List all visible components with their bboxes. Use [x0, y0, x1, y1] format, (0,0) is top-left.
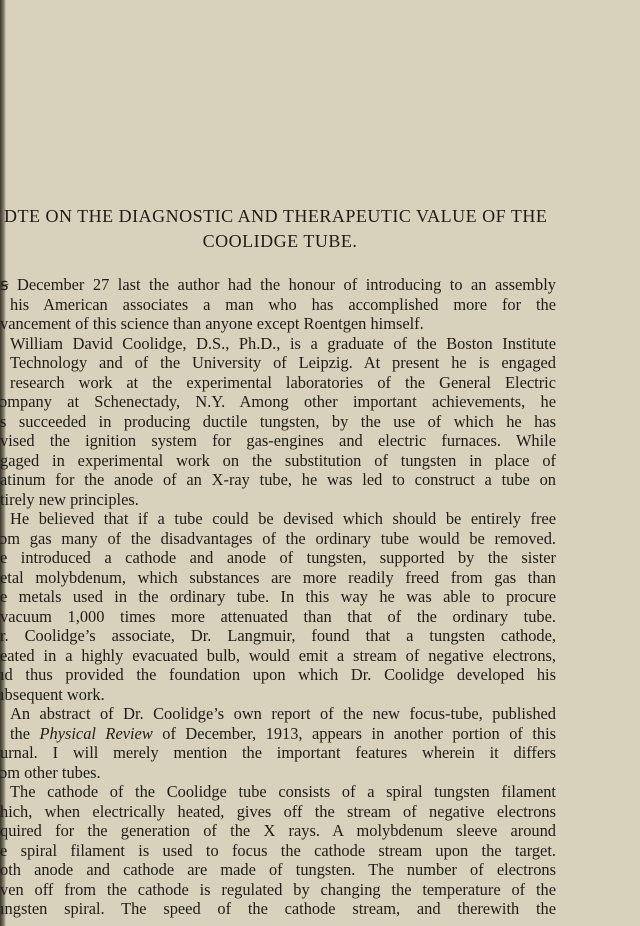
body-text [0, 275, 556, 919]
title-line-1: DTE ON THE DIAGNOSTIC AND THERAPEUTIC VALUE OF THE [4, 206, 548, 226]
text-line: oth anode and cathode are made of tungsten. The number of electrons [0, 860, 556, 879]
title-line-2: COOLIDGE TUBE. [202, 231, 358, 251]
text-line: ven off from the cathode is regulated by changing the temperature of the [0, 879, 556, 899]
text-line: ıngsten spiral. The speed of the cathode stream, and therewith the [0, 899, 556, 918]
text-line: William David Coolidge, D.S., Ph.D., is a graduate of the Boston Institute [10, 333, 556, 353]
text-line: eated in a highly evacuated bulb, would emit a stream of negative electrons, [0, 645, 556, 665]
text-line: the Physical Review of December, 1913, appears in another portion of this [10, 723, 556, 743]
text-line: vacuum 1,000 times more attenuated than that of the ordinary tube. [0, 606, 556, 626]
text-line: e metals used in the ordinary tube. In this way he was able to procure [0, 587, 556, 606]
text-line: atinum for the anode of an X-ray tube, he was led to construct a tube on [0, 470, 556, 489]
article-title [4, 204, 556, 254]
text-line: An abstract of Dr. Coolidge’s own report of the new focus-tube, published [10, 704, 556, 723]
text-line: ıd thus provided the foundation upon which Dr. Coolidge developed his [0, 665, 556, 684]
text-line: gaged in experimental work on the substitution of tungsten in place of [0, 450, 556, 470]
text-line: urnal. I will merely mention the important features wherein it differs [0, 743, 556, 762]
text-line: hich, when electrically heated, gives off the stream of negative electrons [0, 801, 556, 821]
text-line: quired for the generation of the X rays. A molybdenum sleeve around [0, 821, 556, 840]
text-line: ɔm gas many of the disadvantages of the ordinary tube would be removed. [0, 528, 556, 548]
text-line: e introduced a cathode and anode of tungsten, supported by the sister [0, 548, 556, 567]
text-line: ꞩ December 27 last the author had the honour of introducing to an assembly [0, 275, 556, 294]
text-line: his American associates a man who has accomplished more for the [10, 294, 556, 314]
text-line: r. Coolidge’s associate, Dr. Langmuir, found that a tungsten cathode, [0, 626, 556, 645]
text-line: e spiral filament is used to focus the cathode stream upon the target. [0, 840, 556, 860]
text-line: vised the ignition system for gas-engines and electric furnaces. While [0, 431, 556, 450]
text-line: etal molybdenum, which substances are more readily freed from gas than [0, 567, 556, 587]
text-line: He believed that if a tube could be devised which should be entirely free [10, 509, 556, 528]
text-line: tirely new principles. [0, 489, 139, 509]
text-line: research work at the experimental laboratories of the General Electric [10, 372, 556, 392]
italic-journal-title: Physical Review [39, 723, 153, 743]
text-line: The cathode of the Coolidge tube consists of a spiral tungsten filament [10, 782, 556, 801]
text-line: vancement of this science than anyone except Roentgen himself. [0, 314, 424, 333]
text-line: ıbsequent work. [0, 684, 105, 704]
text-line: Technology and of the University of Leipzig. At present he is engaged [10, 353, 556, 372]
text-line: ɔmpany at Schenectady, N.Y. Among other important achievements, he [0, 392, 556, 411]
text-line: s succeeded in producing ductile tungsten, by the use of which he has [0, 411, 556, 431]
text-line: ɔm other tubes. [0, 762, 101, 782]
